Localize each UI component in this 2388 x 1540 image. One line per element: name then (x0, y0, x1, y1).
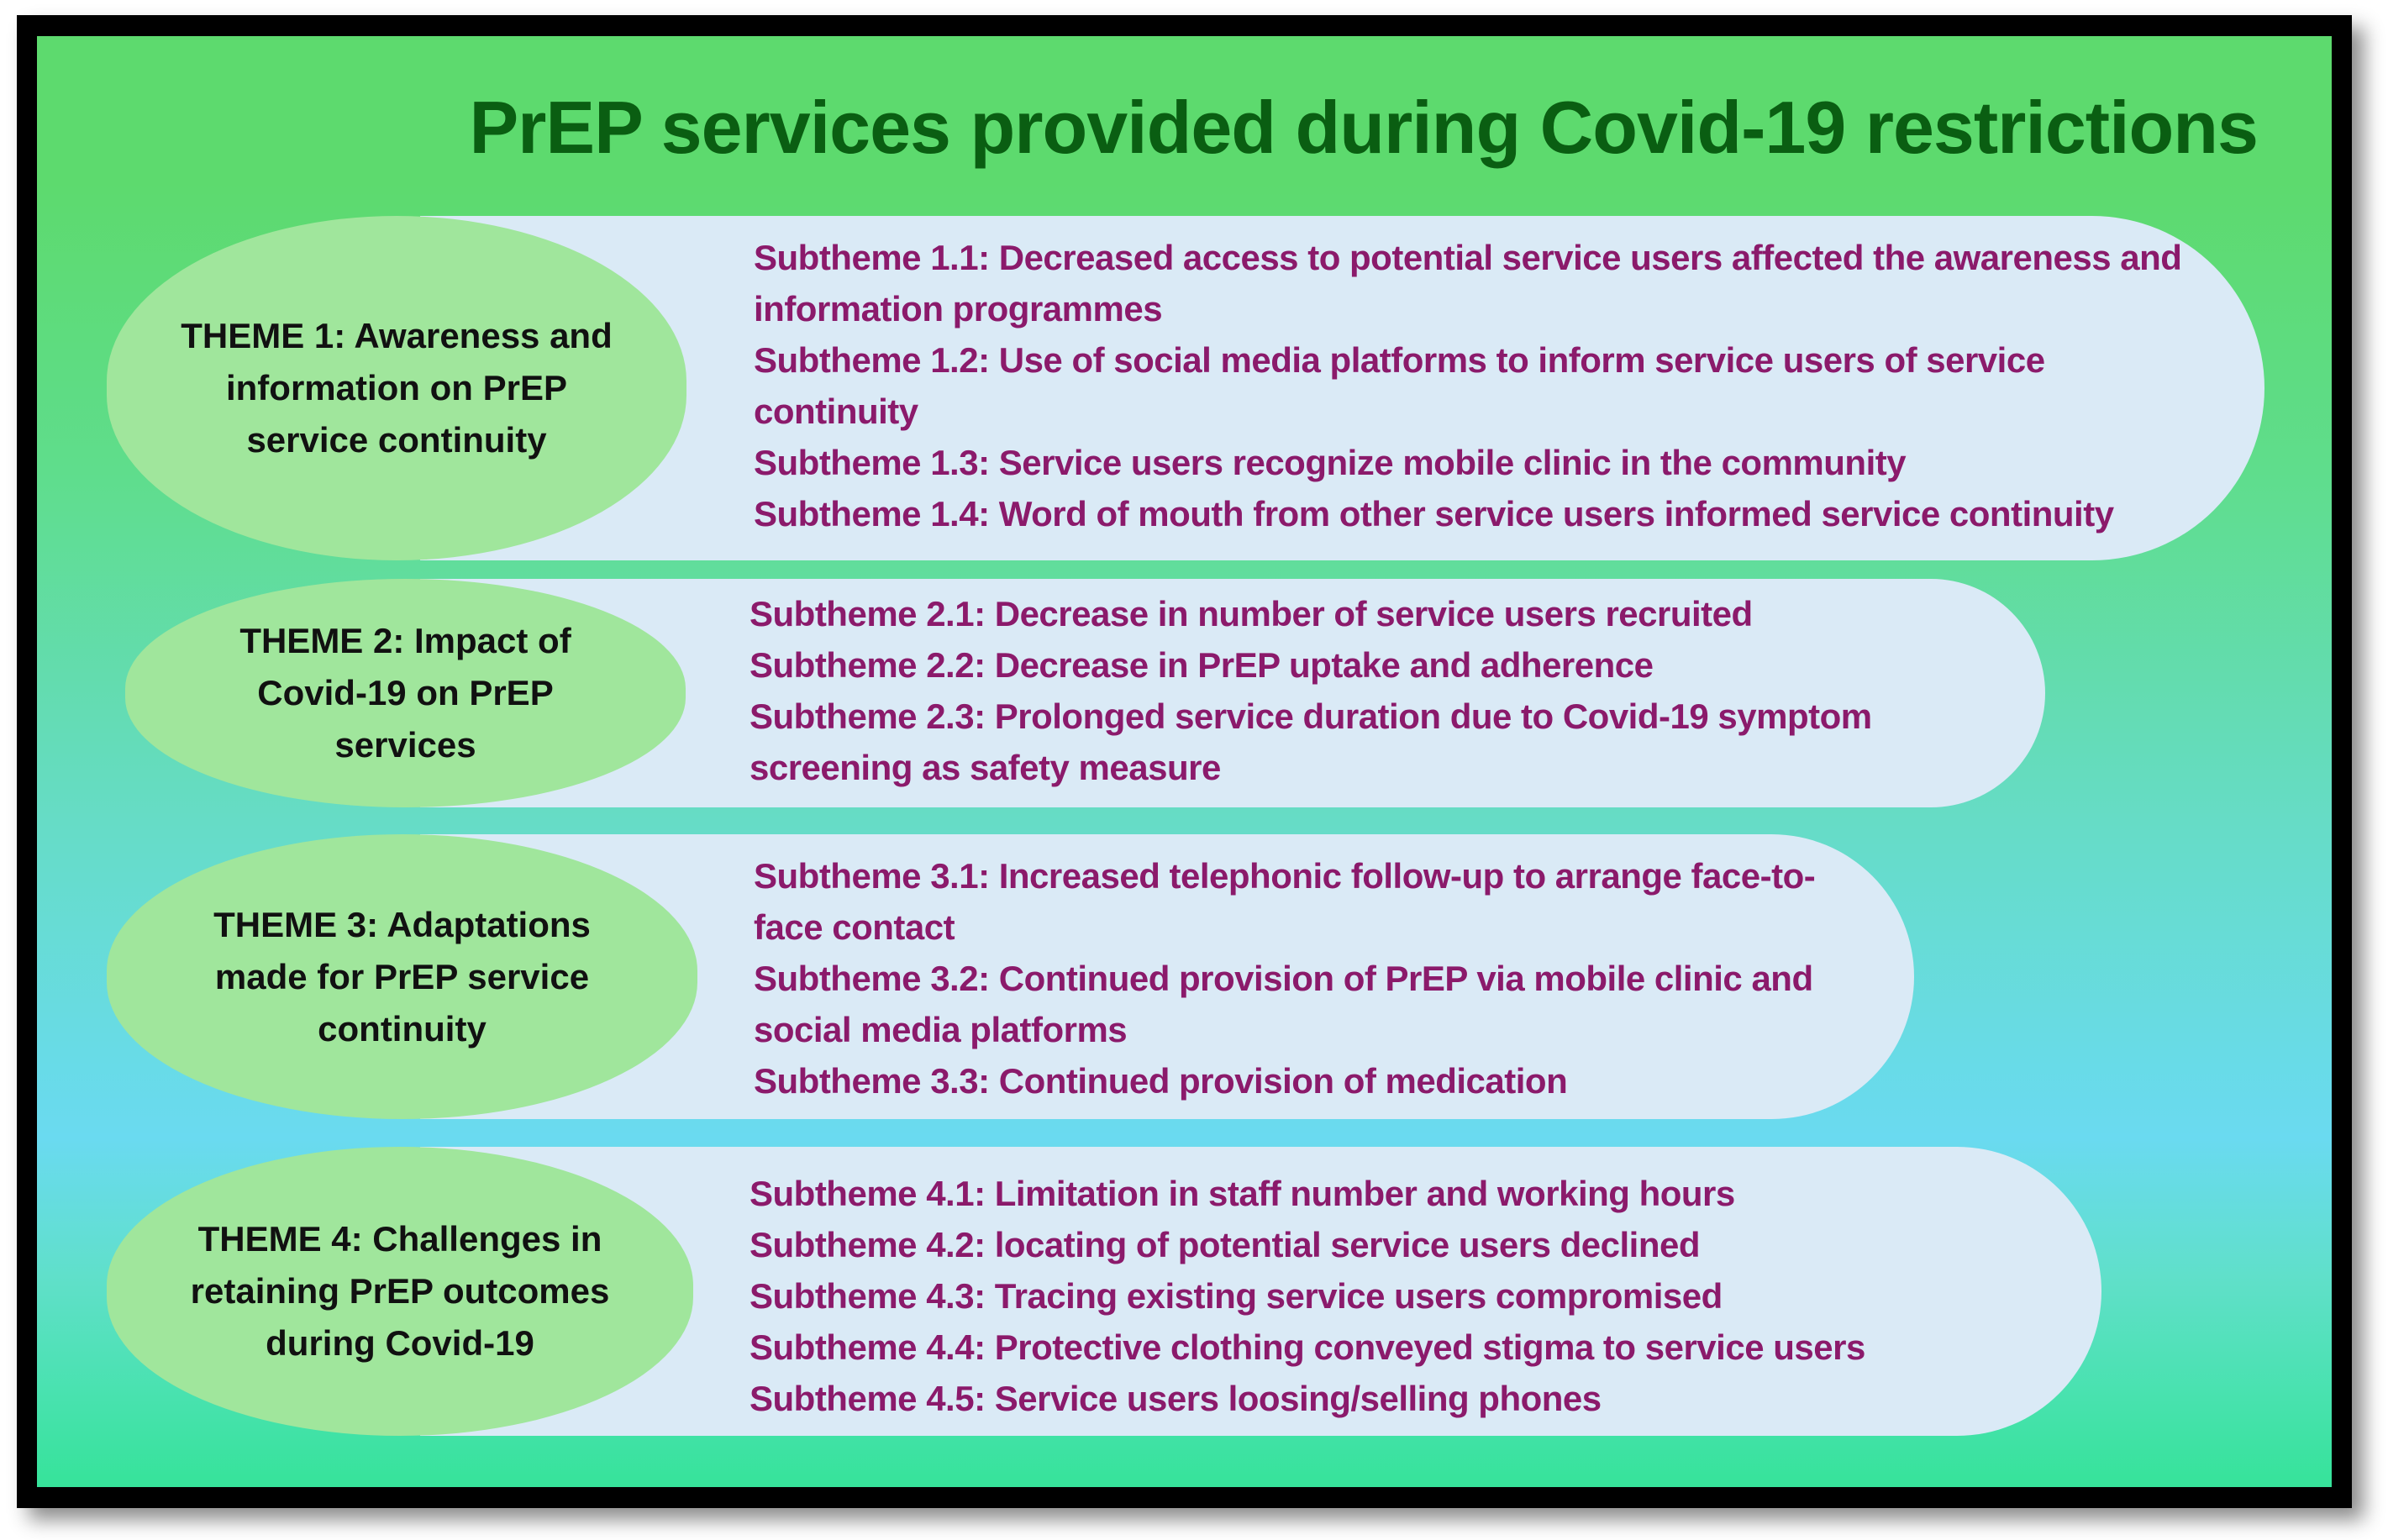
subtheme-list-2 (750, 588, 1968, 793)
theme-pill-1 (107, 216, 686, 560)
theme-3-line-2: made for PrEP service (214, 956, 590, 996)
subtheme-list-3 (754, 850, 1880, 1106)
subtheme-4-5: Subtheme 4.5: Service users loosing/selling phones (750, 1379, 1602, 1418)
subtheme-1-2: Subtheme 1.2: Use of social media platforms to inform service users of service continuity (754, 340, 2045, 431)
theme-pill-2 (125, 579, 686, 807)
theme-label-1 (181, 310, 613, 466)
subtheme-2-3: Subtheme 2.3: Prolonged service duration due to Covid-19 symptom screening as safety measure (750, 696, 1872, 787)
theme-1-line-1: THEME 1: Awareness and (181, 316, 613, 355)
subtheme-list-1 (754, 232, 2216, 539)
subtheme-3-1: Subtheme 3.1: Increased telephonic follow-up to arrange face-to-face contact (754, 856, 1816, 947)
subtheme-1-3: Subtheme 1.3: Service users recognize mobile clinic in the community (754, 443, 1907, 482)
theme-2-line-3: services (334, 725, 476, 765)
subtheme-2-1: Subtheme 2.1: Decrease in number of service users recruited (750, 594, 1753, 633)
theme-1-line-3: service continuity (246, 420, 547, 460)
theme-4-line-2: retaining PrEP outcomes (190, 1271, 610, 1311)
subtheme-4-1: Subtheme 4.1: Limitation in staff number and working hours (750, 1174, 1735, 1213)
theme-label-4 (191, 1213, 610, 1369)
subtheme-4-3: Subtheme 4.3: Tracing existing service users compromised (750, 1276, 1723, 1316)
subtheme-3-3: Subtheme 3.3: Continued provision of medication (754, 1061, 1568, 1101)
theme-pill-3 (107, 834, 697, 1119)
theme-label-3 (213, 899, 591, 1055)
theme-4-line-3: during Covid-19 (266, 1323, 534, 1363)
diagram-title: PrEP services provided during Covid-19 restrictions (469, 86, 2258, 169)
theme-2-line-2: Covid-19 on PrEP (257, 673, 554, 712)
theme-3-line-1: THEME 3: Adaptations (213, 904, 591, 944)
theme-pill-4 (107, 1147, 693, 1436)
theme-label-2 (239, 615, 571, 771)
subtheme-3-2: Subtheme 3.2: Continued provision of PrEP via mobile clinic and social media platforms (754, 959, 1813, 1049)
subtheme-4-4: Subtheme 4.4: Protective clothing conveyed stigma to service users (750, 1327, 1865, 1367)
subtheme-list-4 (750, 1168, 2060, 1424)
theme-1-line-2: information on PrEP (225, 368, 567, 407)
subtheme-1-4: Subtheme 1.4: Word of mouth from other service users informed service continuity (754, 494, 2114, 533)
theme-3-line-3: continuity (318, 1008, 487, 1049)
theme-2-line-1: THEME 2: Impact of (239, 621, 571, 660)
theme-4-line-1: THEME 4: Challenges in (197, 1219, 602, 1259)
subtheme-4-2: Subtheme 4.2: locating of potential service users declined (750, 1225, 1700, 1264)
subtheme-2-2: Subtheme 2.2: Decrease in PrEP uptake and adherence (750, 645, 1654, 685)
subtheme-1-1: Subtheme 1.1: Decreased access to potential service users affected the awareness and information programmes (754, 238, 2182, 328)
